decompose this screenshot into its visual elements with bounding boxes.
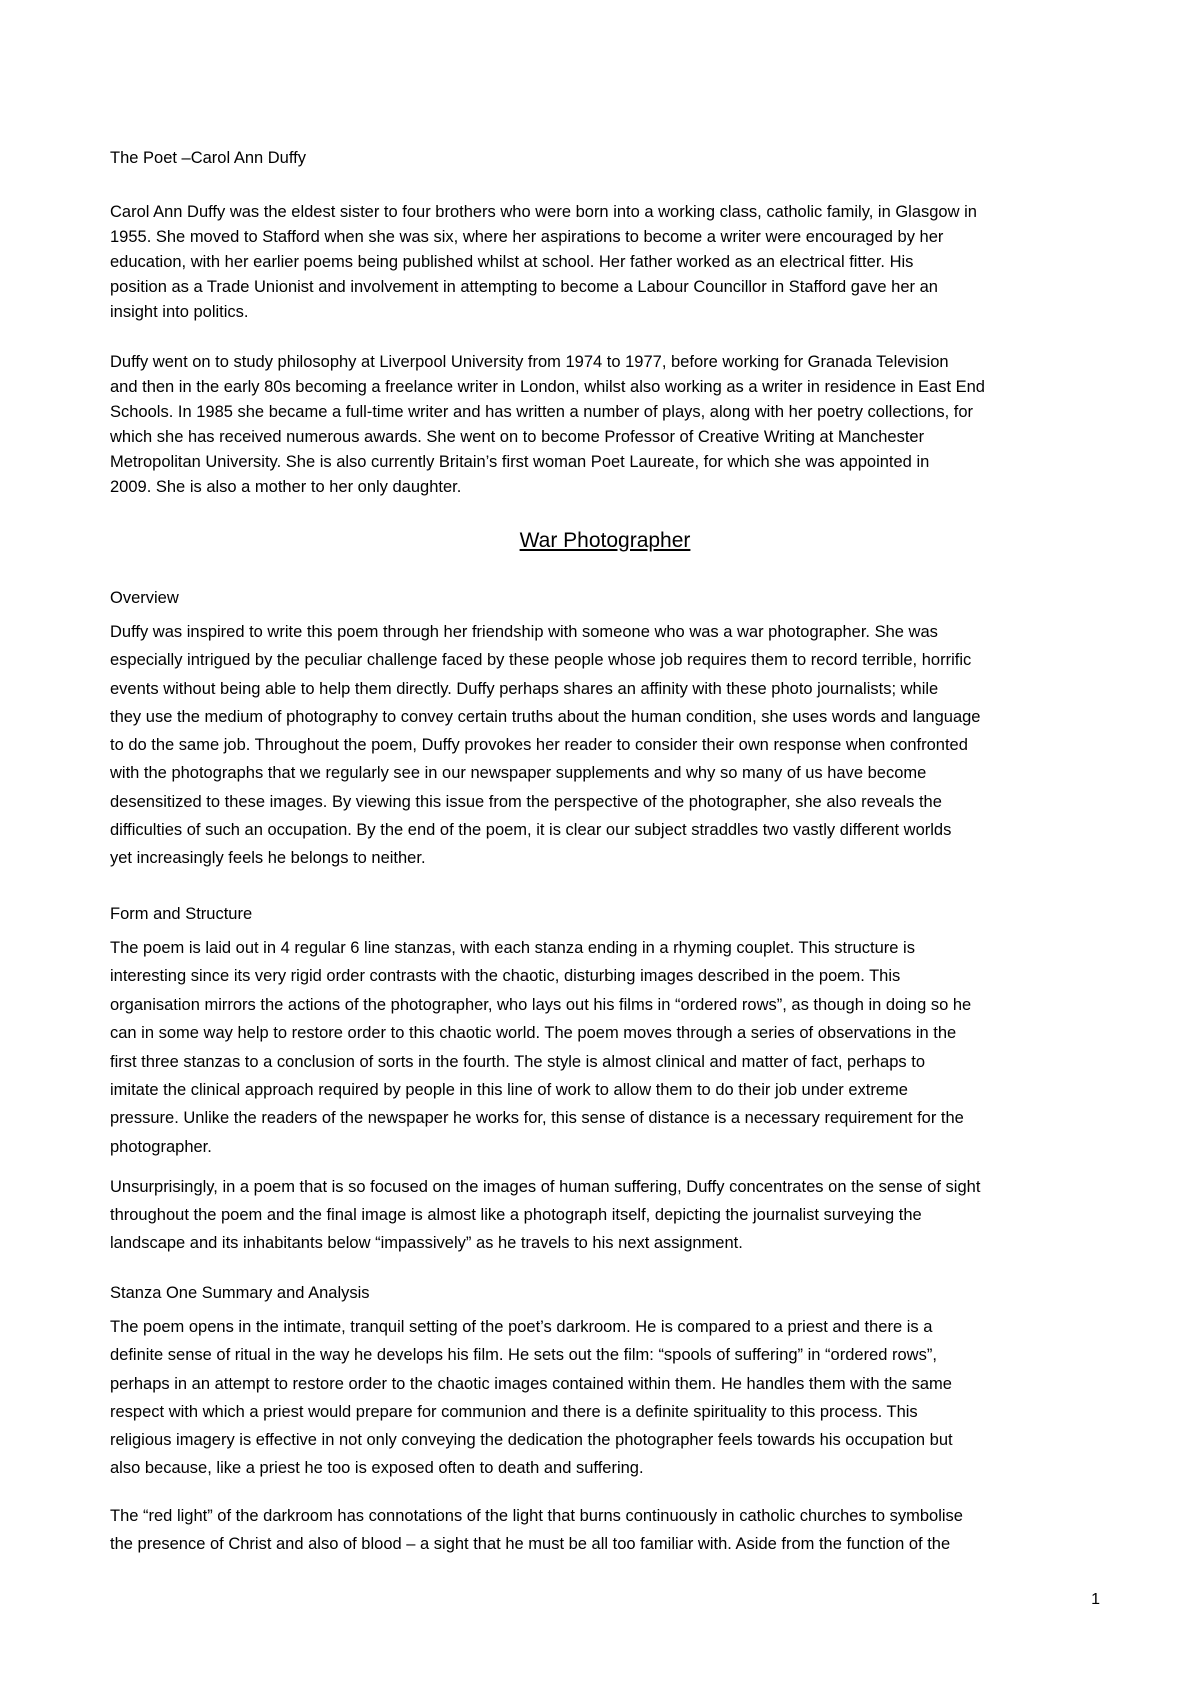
- text-line: first three stanzas to a conclusion of sorts in the fourth. The style is almost clinical and matter of fact, perhaps to: [110, 1052, 926, 1071]
- text-line: interesting since its very rigid order contrasts with the chaotic, disturbing images described in the poem. This: [110, 967, 901, 986]
- text-line: throughout the poem and the final image is almost like a photograph itself, depicting the journalist surveying the: [110, 1206, 922, 1224]
- text-line: religious imagery is effective in not only conveying the dedication the photographer feels towards his occupation but: [110, 1431, 953, 1450]
- text-line: with the photographs that we regularly see in our newspaper supplements and why so many of us have become: [110, 764, 927, 783]
- document-page: [110, 0, 1100, 1698]
- form-structure-heading: Form and Structure: [110, 905, 253, 923]
- text-line: can in some way help to restore order to this chaotic world. The poem moves through a series of observations in the: [110, 1024, 957, 1043]
- text-line: which she has received numerous awards. She went on to become Professor of Creative Writing at Manchester: [110, 428, 925, 446]
- text-line: difficulties of such an occupation. By the end of the poem, it is clear our subject straddles two vastly different worlds: [110, 821, 952, 840]
- text-line: position as a Trade Unionist and involvement in attempting to become a Labour Councillor in Stafford gave her an: [110, 278, 938, 296]
- text-line: photographer.: [110, 1137, 212, 1156]
- text-line: Duffy was inspired to write this poem through her friendship with someone who was a war photographer. She was: [110, 623, 938, 641]
- text-line: perhaps in an attempt to restore order to the chaotic images contained within them. He handles them with the same: [110, 1374, 952, 1393]
- bio-paragraph-2: [110, 350, 1100, 500]
- text-line: especially intrigued by the peculiar challenge faced by these people whose job requires them to record terrible, horrific: [110, 651, 972, 670]
- document-title: The Poet –Carol Ann Duffy: [110, 149, 306, 167]
- text-line: and then in the early 80s becoming a freelance writer in London, whilst also working as a writer in residence in East End: [110, 378, 985, 396]
- text-line: the presence of Christ and also of blood – a sight that he must be all too familiar with. Aside from the function of the: [110, 1535, 951, 1553]
- text-line: The “red light” of the darkroom has connotations of the light that burns continuously in catholic churches to symbolise: [110, 1507, 963, 1525]
- text-line: 1955. She moved to Stafford when she was six, where her aspirations to become a writer were encouraged by her: [110, 228, 944, 246]
- text-line: desensitized to these images. By viewing this issue from the perspective of the photographer, she also reveals the: [110, 792, 942, 811]
- text-line: also because, like a priest he too is exposed often to death and suffering.: [110, 1459, 644, 1478]
- page-number: 1: [1091, 1591, 1100, 1608]
- text-line: Carol Ann Duffy was the eldest sister to four brothers who were born into a working class, catholic family, in Glasgow in: [110, 203, 977, 221]
- text-line: to do the same job. Throughout the poem, Duffy provokes her reader to consider their own response when confronted: [110, 736, 968, 755]
- text-line: Metropolitan University. She is also currently Britain’s first woman Poet Laureate, for which she was appointed in: [110, 453, 930, 471]
- text-line: imitate the clinical approach required by people in this line of work to allow them to do their job under extreme: [110, 1081, 908, 1100]
- text-line: events without being able to help them directly. Duffy perhaps shares an affinity with these photo journalists; while: [110, 679, 939, 698]
- text-line: The poem opens in the intimate, tranquil setting of the poet’s darkroom. He is compared to a priest and there is a: [110, 1318, 933, 1336]
- stanza-one-heading: Stanza One Summary and Analysis: [110, 1284, 370, 1302]
- stanza-one-paragraph-2: [110, 1502, 1100, 1558]
- text-line: Schools. In 1985 she became a full-time writer and has written a number of plays, along with her poetry collections, for: [110, 403, 974, 421]
- text-line: 2009. She is also a mother to her only daughter.: [110, 478, 462, 496]
- text-line: pressure. Unlike the readers of the newspaper he works for, this sense of distance is a necessary requirement for the: [110, 1109, 964, 1128]
- text-line: Duffy went on to study philosophy at Liverpool University from 1974 to 1977, before working for Granada Television: [110, 353, 949, 371]
- text-line: insight into politics.: [110, 303, 249, 321]
- form-paragraph-2: [110, 1173, 1100, 1257]
- text-line: Unsurprisingly, in a poem that is so focused on the images of human suffering, Duffy concentrates on the sense of sight: [110, 1178, 981, 1196]
- text-line: The poem is laid out in 4 regular 6 line stanzas, with each stanza ending in a rhyming couplet. This structure is: [110, 939, 915, 957]
- overview-heading: Overview: [110, 589, 179, 607]
- text-line: yet increasingly feels he belongs to neither.: [110, 849, 426, 868]
- text-line: respect with which a priest would prepare for communion and there is a definite spirituality to this process. This: [110, 1402, 918, 1421]
- bio-paragraph-1: [110, 200, 1100, 325]
- text-line: organisation mirrors the actions of the photographer, who lays out his films in “ordered rows”, as though in doing so he: [110, 995, 972, 1014]
- poem-heading: War Photographer: [519, 529, 691, 552]
- text-line: education, with her earlier poems being published whilst at school. Her father worked as an electrical fitter. His: [110, 253, 914, 271]
- overview-paragraph: [110, 618, 1100, 873]
- stanza-one-paragraph-1: [110, 1313, 1100, 1483]
- text-line: they use the medium of photography to convey certain truths about the human condition, she uses words and language: [110, 707, 981, 726]
- form-paragraph-1: [110, 934, 1100, 1161]
- text-line: landscape and its inhabitants below “impassively” as he travels to his next assignment.: [110, 1234, 743, 1252]
- text-line: definite sense of ritual in the way he develops his film. He sets out the film: “spools of suffering” in “ordered rows”,: [110, 1346, 937, 1365]
